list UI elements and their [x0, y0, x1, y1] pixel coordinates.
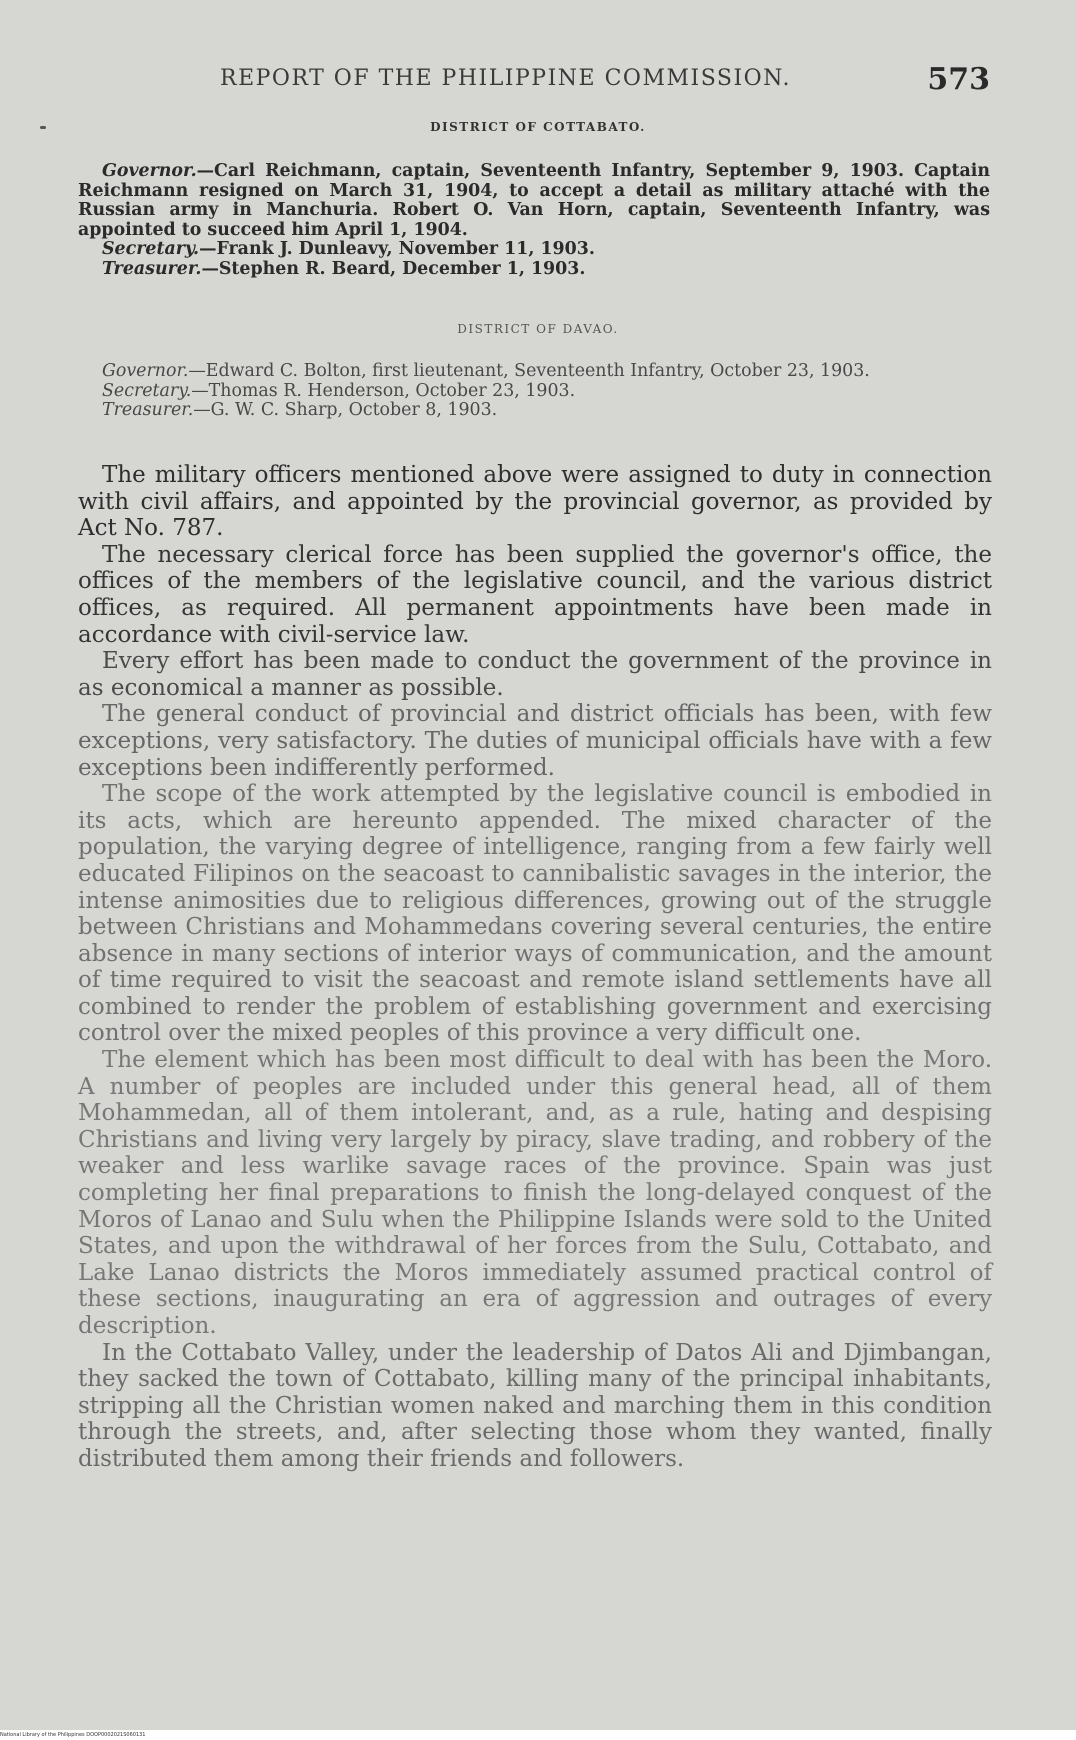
section-heading-davao: DISTRICT OF DAVAO. [457, 322, 619, 336]
official-entry [78, 362, 990, 382]
official-entry [78, 162, 990, 240]
paragraph: The military officers mentioned above were assigned to duty in connection with civil affairs, and appointed by the provincial governor, as provided by Act No. 787. [78, 462, 992, 542]
role-label: Treasurer. [102, 400, 194, 420]
entry-text: —Thomas R. Henderson, October 23, 1903. [191, 380, 576, 401]
role-label: Governor. [102, 161, 197, 181]
running-head: REPORT OF THE PHILIPPINE COMMISSION. [220, 66, 792, 91]
page-header [210, 62, 990, 102]
official-entry [78, 401, 990, 421]
paragraph: The scope of the work attempted by the legislative council is embodied in its acts, which are hereunto appended. The mixed character of the population, the varying degree of intelligence, ranging from a few fairly well educated Filipinos on the seacoast to cannibalistic savages in the interior, the intense animosities due to religious differences, growing out of the struggle between Christians and Mohammedans covering several centuries, the entire absence in many sections of interior ways of communication, and the amount of time required to visit the seacoast and remote island settlements have all combined to render the problem of establishing government and exercising control over the mixed peoples of this province a very difficult one. [78, 781, 992, 1047]
davao-officials [78, 362, 990, 421]
official-entry [78, 260, 990, 280]
entry-text: —Edward C. Bolton, first lieutenant, Seventeenth Infantry, October 23, 1903. [188, 361, 870, 381]
paragraph: Every effort has been made to conduct the government of the province in as economical a manner as possible. [78, 648, 992, 701]
paragraph: The element which has been most difficult to deal with has been the Moro. A number of peoples are included under this general head, all of them Mohammedan, all of them intolerant, and, as a rule, hating and despising Christians and living very largely by piracy, slave trading, and robbery of the weaker and less warlike savage races of the province. Spain was just completing her final preparations to finish the long-delayed conquest of the Moros of Lanao and Sulu when the Philippine Islands were sold to the United States, and upon the withdrawal of her forces from the Sulu, Cottabato, and Lake Lanao districts the Moros immediately assumed practical control of these sections, inaugurating an era of aggression and outrages of every description. [78, 1047, 992, 1339]
entry-text: —G. W. C. Sharp, October 8, 1903. [193, 400, 498, 420]
footer-band [0, 1730, 1076, 1740]
official-entry [78, 240, 990, 260]
entry-text: —Frank J. Dunleavy, November 11, 1903. [199, 239, 595, 259]
paragraph: The necessary clerical force has been supplied the governor's office, the offices of the members of the legislative council, and the various district offices, as required. All permanent appointments have been made in accordance with civil-service law. [78, 541, 992, 648]
paragraph: The general conduct of provincial and district officials has been, with few exceptions, very satisfactory. The duties of municipal officials have with a few exceptions been indifferently performed. [78, 701, 992, 781]
cottabato-officials [78, 162, 990, 279]
role-label: Secretary. [102, 380, 192, 401]
page-number: 573 [927, 62, 990, 97]
official-entry [78, 382, 990, 402]
body-text [78, 462, 992, 1473]
role-label: Treasurer. [102, 258, 202, 279]
entry-text: —Stephen R. Beard, December 1, 1903. [201, 258, 586, 279]
entry-text: —Carl Reichmann, captain, Seventeenth Infantry, September 9, 1903. Captain Reichmann resigned on March 31, 1904, to accept a detail as military attaché with the Russian army in Manchuria. Robert O. Van Horn, captain, Seventeenth Infantry, was appointed to succeed him April 1, 1904. [78, 161, 990, 240]
section-heading-cottabato: DISTRICT OF COTTABATO. [430, 120, 646, 134]
archive-watermark: National Library of the Philippines DOOP0002021S060131 [0, 1732, 146, 1738]
paragraph: In the Cottabato Valley, under the leadership of Datos Ali and Djimbangan, they sacked the town of Cottabato, killing many of the principal inhabitants, stripping all the Christian women naked and marching them in this condition through the streets, and, after selecting those whom they wanted, finally distributed them among their friends and followers. [78, 1339, 992, 1472]
role-label: Governor. [102, 361, 189, 381]
role-label: Secretary. [102, 239, 200, 259]
